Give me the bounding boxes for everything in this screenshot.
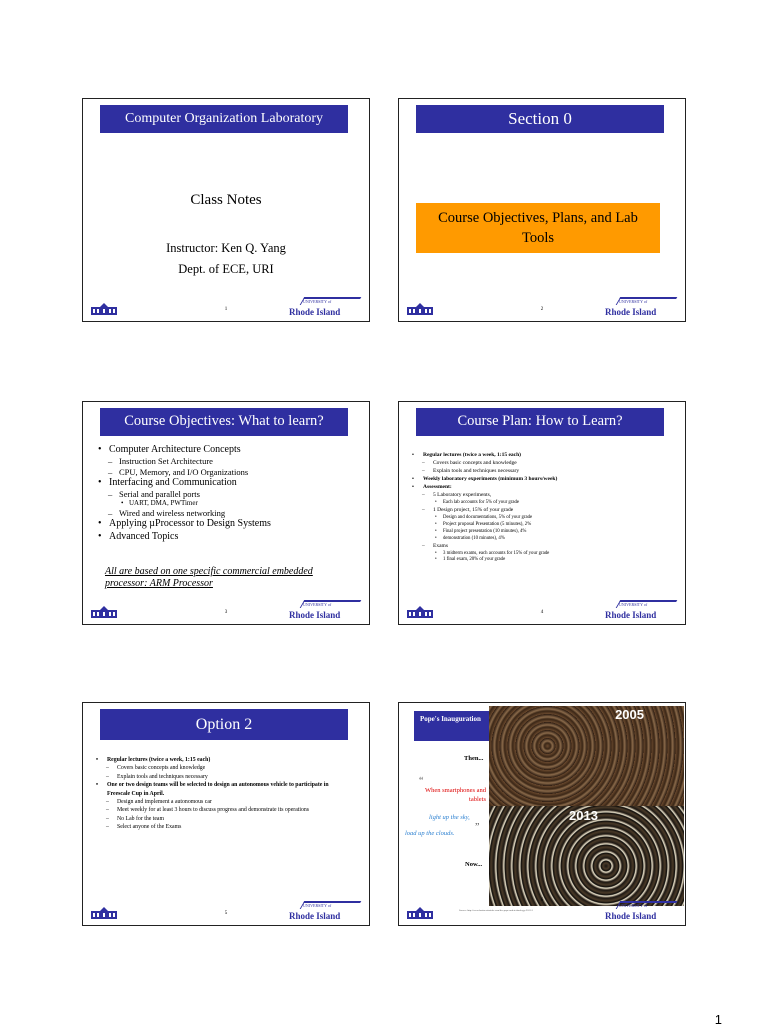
slide-title: Option 2 xyxy=(100,709,348,740)
list-item: – Instruction Set Architecture xyxy=(95,456,355,466)
uri-logo: UNIVERSITY of Rhode Island xyxy=(289,901,359,921)
list-item: – Serial and parallel ports xyxy=(95,489,355,499)
emphasis-note: All are based on one specific commercial embedded processor: ARM Processor xyxy=(105,566,313,590)
uri-logo: UNIVERSITY of Rhode Island xyxy=(605,297,675,317)
list-item: • Interfacing and Communication xyxy=(95,477,355,489)
list-item: – Explain tools and techniques necessary xyxy=(93,773,353,781)
plan-list xyxy=(409,452,679,564)
slide-number: 1 xyxy=(224,307,228,312)
list-item: • One or two design teams will be selected to design an autonomous vehicle to participate in Freescale Cup in April. xyxy=(93,781,353,798)
list-item: • 3 midterm exams, each accounts for 15% of your grade xyxy=(409,551,679,558)
list-item: – Wired and wireless networking xyxy=(95,508,355,518)
list-item: – CPU, Memory, and I/O Organizations xyxy=(95,467,355,477)
slide-title: Section 0 xyxy=(416,105,664,133)
list-item: • Regular lectures (twice a week, 1:15 each) xyxy=(409,452,679,460)
slide-number: 4 xyxy=(540,610,544,615)
list-item: • Weekly laboratory experiments (minimum 3 hours/week) xyxy=(409,476,679,484)
uri-logo: UNIVERSITY of Rhode Island xyxy=(605,600,675,620)
slide-1 xyxy=(82,98,370,322)
slide-footer xyxy=(399,602,685,624)
slide-title: Course Plan: How to Learn? xyxy=(416,408,664,436)
building-logo-icon xyxy=(91,606,117,619)
list-item: • Project proposal Presentation (5 minutes), 2% xyxy=(409,522,679,529)
slide-title: Course Objectives: What to learn? xyxy=(100,408,348,436)
slide-header: Pope's Inauguration xyxy=(414,711,489,741)
crowd-photo-2013 xyxy=(489,806,684,906)
list-item: – Meet weekly for at least 3 hours to discuss progress and demonstrate its operations xyxy=(93,806,353,814)
list-item: – Explain tools and techniques necessary xyxy=(409,468,679,476)
list-item: • Final project presentation (10 minutes), 4% xyxy=(409,529,679,536)
open-quote-icon: “ xyxy=(419,776,424,787)
list-item: • UART, DMA, PWTimer xyxy=(95,499,355,508)
building-logo-icon xyxy=(91,303,117,316)
list-item: • Regular lectures (twice a week, 1:15 each) xyxy=(93,756,353,764)
slide-subtitle: Class Notes xyxy=(190,192,262,208)
dept-line: Dept. of ECE, URI xyxy=(178,262,274,276)
slide-number: 5 xyxy=(224,911,228,916)
slide-footer xyxy=(83,602,369,624)
year-label: 2005 xyxy=(615,707,644,722)
quote-line-2: light up the sky, xyxy=(429,814,470,821)
list-item: • demonstration (10 minutes), 4% xyxy=(409,536,679,543)
year-label: 2013 xyxy=(569,808,598,823)
quote-line-1: When smartphones and tablets xyxy=(424,787,486,804)
uri-logo: UNIVERSITY of Rhode Island xyxy=(289,600,359,620)
building-logo-icon xyxy=(91,907,117,920)
slide-number: 6 xyxy=(540,898,544,903)
list-item: – No Lab for the team xyxy=(93,815,353,823)
list-item: • Advanced Topics xyxy=(95,531,355,543)
crowd-photo-2005 xyxy=(489,706,684,806)
building-logo-icon xyxy=(407,907,433,920)
list-item: – Exams xyxy=(409,543,679,551)
objectives-list xyxy=(95,444,355,543)
list-item: • Design and documentations, 5% of your grade xyxy=(409,515,679,522)
list-item: • Computer Architecture Concepts xyxy=(95,444,355,456)
close-quote-icon: ” xyxy=(475,822,480,833)
then-label: Then... xyxy=(464,755,484,762)
slide-3 xyxy=(82,401,370,625)
slide-2 xyxy=(398,98,686,322)
uri-logo: UNIVERSITY of Rhode Island xyxy=(605,901,675,921)
slide-footer xyxy=(83,903,369,925)
slide-4 xyxy=(398,401,686,625)
slide-footer xyxy=(83,299,369,321)
instructor-line: Instructor: Ken Q. Yang xyxy=(166,241,286,255)
section-box: Course Objectives, Plans, and Lab Tools xyxy=(416,203,660,253)
slide-footer xyxy=(399,299,685,321)
quote-line-3: load up the clouds. xyxy=(405,830,455,837)
source-caption: Source: http://www.businessinsider.com/the-pope-and-technology-2013-3 xyxy=(459,909,533,912)
list-item: – 5 Laboratory experiments, xyxy=(409,492,679,500)
slide-footer xyxy=(399,898,685,925)
option-list xyxy=(93,756,353,832)
list-item: – Design and implement a autonomous car xyxy=(93,798,353,806)
page-number: 1 xyxy=(714,1012,722,1027)
slide-number: 2 xyxy=(540,307,544,312)
now-label: Now... xyxy=(465,861,483,868)
list-item: • Each lab accounts for 5% of your grade xyxy=(409,500,679,507)
list-item: • 1 final exam, 20% of your grade xyxy=(409,557,679,564)
list-item: – 1 Design project, 15% of your grade xyxy=(409,507,679,515)
list-item: • Assessment: xyxy=(409,484,679,492)
slide-5 xyxy=(82,702,370,926)
slide-title: Computer Organization Laboratory xyxy=(100,105,348,133)
list-item: – Covers basic concepts and knowledge xyxy=(93,764,353,772)
building-logo-icon xyxy=(407,303,433,316)
uri-logo: UNIVERSITY of Rhode Island xyxy=(289,297,359,317)
slide-6 xyxy=(398,702,686,926)
building-logo-icon xyxy=(407,606,433,619)
slide-number: 3 xyxy=(224,610,228,615)
list-item: – Select anyone of the Exams xyxy=(93,823,353,831)
list-item: • Applying µProcessor to Design Systems xyxy=(95,518,355,530)
list-item: – Covers basic concepts and knowledge xyxy=(409,460,679,468)
